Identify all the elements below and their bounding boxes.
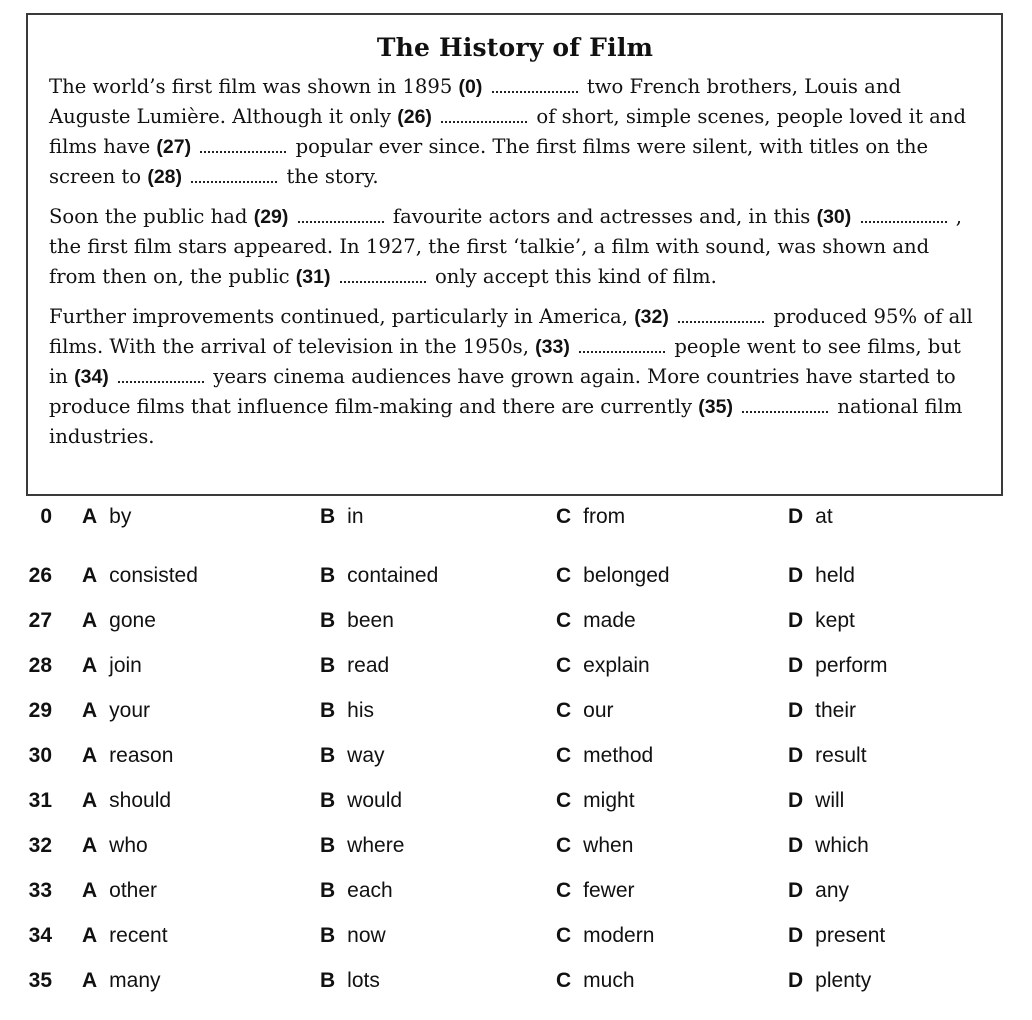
option-b[interactable] [320, 789, 402, 813]
option-letter: B [320, 924, 336, 947]
answer-blank[interactable] [191, 164, 277, 183]
answer-blank[interactable] [118, 364, 204, 383]
option-word: his [347, 699, 375, 722]
option-letter: D [788, 564, 804, 587]
option-letter: A [82, 924, 98, 947]
gap-number: (32) [634, 306, 669, 328]
option-b[interactable] [320, 879, 393, 903]
passage-text: , the first film stars appeared. In 1927, the first ‘talkie’, a film with sound, was shown and from then on, the public [49, 205, 962, 288]
option-word: made [583, 609, 636, 632]
option-letter: C [556, 789, 572, 812]
passage-text: Soon the public had [49, 205, 254, 228]
answer-blank[interactable] [861, 204, 947, 223]
option-word: your [109, 699, 151, 722]
option-letter: A [82, 505, 98, 528]
option-a[interactable] [82, 969, 161, 993]
option-d[interactable] [788, 789, 844, 813]
passage-text: national film industries. [49, 395, 963, 448]
option-d[interactable] [788, 609, 855, 633]
question-number: 35 [28, 969, 52, 992]
option-letter: C [556, 564, 572, 587]
option-word: held [815, 564, 855, 587]
option-letter: C [556, 505, 572, 528]
option-word: plenty [815, 969, 872, 992]
option-letter: B [320, 879, 336, 902]
option-word: reason [109, 744, 174, 767]
option-b[interactable] [320, 505, 364, 529]
option-c[interactable] [556, 609, 636, 633]
option-row [0, 699, 1032, 744]
option-word: gone [109, 609, 156, 632]
option-letter: C [556, 924, 572, 947]
option-word: been [347, 609, 394, 632]
option-a[interactable] [82, 505, 131, 529]
option-c[interactable] [556, 879, 635, 903]
option-c[interactable] [556, 924, 654, 948]
option-word: much [583, 969, 635, 992]
option-d[interactable] [788, 834, 869, 858]
option-b[interactable] [320, 699, 374, 723]
option-b[interactable] [320, 609, 394, 633]
passage-text: two French brothers, Louis and Auguste Lumière. Although it only [49, 75, 902, 128]
option-word: who [109, 834, 148, 857]
question-number: 30 [28, 744, 52, 767]
option-letter: A [82, 564, 98, 587]
option-letter: D [788, 699, 804, 722]
option-word: recent [109, 924, 168, 947]
option-c[interactable] [556, 834, 633, 858]
option-a[interactable] [82, 564, 198, 588]
option-letter: D [788, 834, 804, 857]
passage-text: Further improvements continued, particularly in America, [49, 305, 635, 328]
option-a[interactable] [82, 789, 171, 813]
option-word: each [347, 879, 393, 902]
option-letter: B [320, 834, 336, 857]
option-word: result [815, 744, 867, 767]
option-letter: A [82, 789, 98, 812]
gap-number: (29) [253, 206, 289, 228]
option-row [0, 505, 1032, 564]
option-word: other [109, 879, 158, 902]
option-c[interactable] [556, 564, 670, 588]
option-d[interactable] [788, 969, 871, 993]
option-word: fewer [583, 879, 635, 902]
gap-number: (28) [147, 166, 183, 188]
option-letter: C [556, 879, 572, 902]
option-row [0, 609, 1032, 654]
option-letter: B [320, 505, 336, 528]
option-word: now [347, 924, 386, 947]
option-row [0, 969, 1032, 1014]
option-word: might [583, 789, 635, 812]
option-b[interactable] [320, 924, 386, 948]
option-row [0, 564, 1032, 609]
option-letter: B [320, 744, 336, 767]
option-letter: D [788, 789, 804, 812]
option-letter: C [556, 834, 572, 857]
option-word: join [109, 654, 142, 677]
option-letter: A [82, 969, 98, 992]
option-letter: A [82, 609, 98, 632]
answer-blank[interactable] [441, 104, 527, 123]
option-word: lots [347, 969, 380, 992]
option-b[interactable] [320, 834, 404, 858]
option-letter: B [320, 609, 336, 632]
option-letter: C [556, 699, 572, 722]
option-c[interactable] [556, 744, 653, 768]
option-a[interactable] [82, 879, 157, 903]
passage-text: of short, simple scenes, people loved it and films have [49, 105, 967, 158]
passage-paragraph [49, 202, 981, 292]
option-c[interactable] [556, 505, 625, 529]
option-a[interactable] [82, 744, 173, 768]
gap-number: (31) [295, 266, 331, 288]
option-a[interactable] [82, 924, 168, 948]
passage-paragraph [49, 72, 981, 192]
option-letter: D [788, 744, 804, 767]
option-word: in [347, 505, 364, 528]
option-letter: C [556, 744, 572, 767]
passage-text: popular ever since. The first films were silent, with titles on the screen to [49, 135, 929, 188]
option-word: which [815, 834, 869, 857]
answer-blank[interactable] [340, 264, 426, 283]
gap-number: (26) [397, 106, 432, 128]
question-number: 29 [28, 699, 52, 722]
passage-text: only accept this kind of film. [434, 265, 717, 288]
option-row [0, 789, 1032, 834]
option-d[interactable] [788, 924, 885, 948]
answer-options [0, 505, 1032, 1014]
question-number: 32 [28, 834, 52, 857]
passage-text: years cinema audiences have grown again. More countries have started to produce films that influence film-making and there are currently [49, 365, 956, 418]
option-letter: A [82, 744, 98, 767]
option-letter: D [788, 609, 804, 632]
option-word: kept [815, 609, 855, 632]
option-letter: D [788, 924, 804, 947]
answer-blank[interactable] [678, 304, 764, 323]
question-number: 26 [28, 564, 52, 587]
gap-number: (27) [156, 136, 192, 158]
option-letter: D [788, 505, 804, 528]
option-word: consisted [109, 564, 198, 587]
option-word: belonged [583, 564, 670, 587]
option-word: where [347, 834, 405, 857]
option-b[interactable] [320, 564, 438, 588]
question-number: 28 [28, 654, 52, 677]
option-letter: C [556, 609, 572, 632]
option-c[interactable] [556, 654, 650, 678]
option-letter: A [82, 834, 98, 857]
answer-blank[interactable] [742, 394, 828, 413]
question-number: 31 [28, 789, 52, 812]
option-letter: D [788, 879, 804, 902]
option-word: would [347, 789, 403, 812]
option-word: should [109, 789, 172, 812]
question-number: 33 [28, 879, 52, 902]
option-word: perform [815, 654, 888, 677]
option-a[interactable] [82, 834, 148, 858]
passage-text: The world’s first film was shown in 1895 [49, 75, 459, 98]
option-letter: C [556, 654, 572, 677]
option-d[interactable] [788, 744, 867, 768]
option-word: modern [583, 924, 655, 947]
passage-text: produced 95% of all films. With the arrival of television in the 1950s, [49, 305, 973, 358]
option-a[interactable] [82, 609, 156, 633]
option-row [0, 744, 1032, 789]
option-row [0, 879, 1032, 924]
option-word: from [583, 505, 626, 528]
option-word: contained [347, 564, 439, 587]
question-number: 0 [40, 505, 52, 528]
passage-box [26, 13, 1003, 496]
answer-blank[interactable] [298, 204, 384, 223]
option-d[interactable] [788, 564, 855, 588]
option-letter: A [82, 879, 98, 902]
option-row [0, 924, 1032, 969]
option-letter: A [82, 699, 98, 722]
option-letter: A [82, 654, 98, 677]
option-word: at [815, 505, 833, 528]
passage-paragraph [49, 302, 981, 452]
option-word: by [109, 505, 132, 528]
option-word: many [109, 969, 161, 992]
option-word: read [347, 654, 390, 677]
gap-number: (0) [458, 76, 483, 98]
answer-blank[interactable] [492, 74, 578, 93]
option-b[interactable] [320, 969, 380, 993]
option-word: explain [583, 654, 650, 677]
option-c[interactable] [556, 699, 614, 723]
question-number: 34 [28, 924, 52, 947]
option-letter: D [788, 654, 804, 677]
option-letter: B [320, 564, 336, 587]
question-number: 27 [28, 609, 52, 632]
option-b[interactable] [320, 744, 385, 768]
option-word: method [583, 744, 654, 767]
option-c[interactable] [556, 789, 635, 813]
option-d[interactable] [788, 505, 833, 529]
option-d[interactable] [788, 879, 849, 903]
option-word: will [815, 789, 845, 812]
option-word: way [347, 744, 385, 767]
option-a[interactable] [82, 699, 150, 723]
passage-text: the story. [286, 165, 379, 188]
gap-number: (33) [535, 336, 570, 358]
option-word: our [583, 699, 614, 722]
passage-body [49, 72, 981, 452]
answer-blank[interactable] [579, 334, 665, 353]
option-word: when [583, 834, 634, 857]
answer-blank[interactable] [200, 134, 286, 153]
gap-number: (30) [816, 206, 852, 228]
option-word: any [815, 879, 850, 902]
passage-text: favourite actors and actresses and, in this [392, 205, 817, 228]
gap-number: (35) [698, 396, 733, 418]
option-letter: D [788, 969, 804, 992]
option-b[interactable] [320, 654, 389, 678]
option-d[interactable] [788, 699, 856, 723]
option-word: their [815, 699, 857, 722]
passage-title: The History of Film [376, 33, 654, 62]
option-letter: B [320, 969, 336, 992]
option-row [0, 654, 1032, 699]
option-c[interactable] [556, 969, 635, 993]
option-letter: B [320, 654, 336, 677]
option-letter: B [320, 789, 336, 812]
gap-number: (34) [74, 366, 109, 388]
option-word: present [815, 924, 886, 947]
passage-text: people went to see films, but in [49, 335, 961, 388]
option-row [0, 834, 1032, 879]
option-a[interactable] [82, 654, 142, 678]
option-letter: C [556, 969, 572, 992]
option-letter: B [320, 699, 336, 722]
option-d[interactable] [788, 654, 888, 678]
